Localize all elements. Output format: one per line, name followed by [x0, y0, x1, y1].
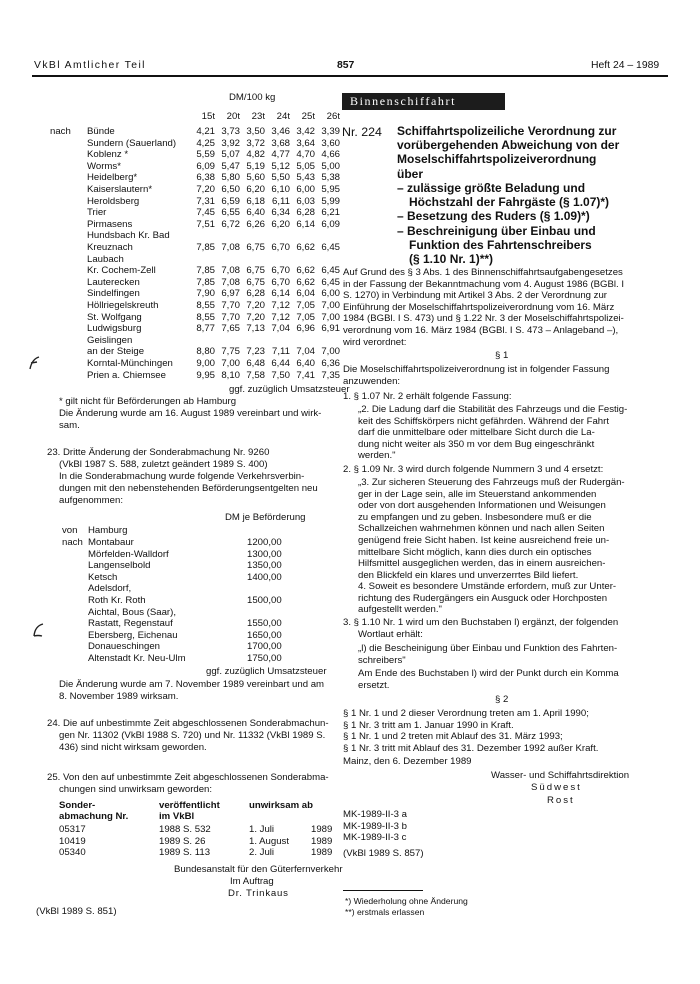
table1-cell: 7,00	[321, 300, 340, 311]
table1-place: Ludwigsburg	[87, 323, 142, 335]
table1-cell: 5,12	[271, 160, 290, 172]
table1-cell: 3,68	[271, 137, 290, 149]
intro-line: in der Fassung der Bekanntmachung vom 4. August 1986 (BGBl. I	[343, 278, 625, 290]
table1-cell: 7,13	[246, 323, 265, 335]
table1-cell: 7,20	[246, 311, 265, 323]
s25-sig-3: Dr. Trinkaus	[228, 888, 289, 899]
table1-cell: 6,28	[246, 288, 265, 300]
table1-cell: 6,28	[296, 207, 315, 219]
s25-cell-pub: 1989 S. 113	[159, 847, 211, 859]
table1-place: Bünde	[87, 126, 115, 137]
table1-cell: 7,05	[296, 311, 315, 323]
s1-item-3c: Am Ende des Buchstaben l) wird der Punkt durch ein Komma	[358, 668, 619, 679]
s24-line2: gen Nr. 11302 (VkBl 1988 S. 720) und Nr. 11332 (VkBl 1989 S.	[59, 730, 326, 741]
table1-agreed: Die Änderung wurde am 16. August 1989 vereinbart und wirk-	[59, 408, 322, 419]
table1-cell: 8,55	[196, 300, 215, 311]
margin-mark-1	[28, 355, 40, 371]
s1-item-2: 2. § 1.09 Nr. 3 wird durch folgende Nummern 3 und 4 ersetzt:	[343, 464, 604, 475]
table1-cell: 6,40	[246, 207, 265, 219]
table1-nach: nach	[50, 126, 71, 137]
margin-mark-2	[32, 622, 44, 638]
quote-3-line: 4. Soweit es besondere Umstände erfordern, muß zur Unter-	[358, 581, 617, 592]
table1-agreed-2: sam.	[59, 420, 80, 431]
s23-from: Hamburg	[88, 525, 128, 536]
quote-2-line: Schallzeichen wahrnehmen können und nach allen Seiten	[358, 523, 605, 535]
table1-cell: 5,47	[221, 160, 240, 172]
table1-cell: 7,65	[221, 323, 240, 335]
intro-line: Auf Grund des § 3 Abs. 1 des Binnenschiffahrtsaufgabengesetzes	[343, 267, 623, 278]
table1-cell: 6,20	[246, 184, 265, 195]
quote-2-line: Hilfsmittel ausgeglichen werden, das in einem ausreichen-	[358, 558, 606, 570]
table1-col-header: 23t	[251, 111, 265, 122]
table1-cell: 7,31	[196, 195, 215, 207]
table1-cell: 6,50	[221, 184, 240, 195]
s23-line1: 23. Dritte Änderung der Sonderabmachung Nr. 9260	[47, 447, 270, 458]
table1-cell: 5,99	[321, 195, 340, 207]
s23-place: Mörfelden-Walldorf	[88, 548, 169, 560]
title-item-line: Funktion des Fahrtenschreibers	[409, 237, 592, 252]
s23-price: 1200,00	[247, 537, 282, 548]
s1-intro-1: Die Moselschiffahrtspolizeiverordnung ist in folgender Fassung	[343, 364, 610, 375]
s23-place: Ketsch	[88, 571, 118, 583]
authority-2: Südwest	[531, 782, 582, 793]
footnote-1: *) Wiederholung ohne Änderung	[345, 896, 468, 906]
left-reference: (VkBl 1989 S. 851)	[36, 906, 117, 917]
table1-col-header: 24t	[276, 111, 290, 122]
s23-line2: (VkBl 1987 S. 588, zuletzt geändert 1989 S. 400)	[59, 459, 268, 470]
table1-tax: ggf. zuzüglich Umsatzsteuer	[229, 384, 350, 395]
table1-cell: 6,45	[321, 276, 340, 288]
table1-cell: 5,00	[321, 160, 340, 172]
s24-line1: 24. Die auf unbestimmte Zeit abgeschlossenen Sonderabmachun-	[47, 718, 329, 729]
table1-cell: 9,00	[196, 358, 215, 369]
table1-cell: 6,70	[271, 242, 290, 253]
s25-cell-d: 2. Juli	[249, 847, 275, 859]
table1-cell: 5,80	[221, 172, 240, 184]
quote-3-line: aufgestellt werden."	[358, 604, 442, 616]
title-line: über	[397, 166, 424, 181]
table1-cell: 5,19	[246, 160, 265, 172]
table1-cell: 6,03	[296, 195, 315, 207]
header-rule	[32, 75, 668, 77]
table1-cell: 5,60	[246, 172, 265, 184]
s23-von: von	[62, 525, 78, 536]
quote-1-line: keit des Schiffskörpers nicht gefährden. Während der Fahrt	[358, 415, 609, 427]
s25-cell-y: 1989	[311, 824, 333, 835]
table1-cell: 6,75	[246, 242, 265, 253]
table1-cell: 5,07	[221, 149, 240, 161]
quote-2-line: ger in der Lage sein, alle im Steuerstand ankommenden	[358, 488, 597, 500]
intro-line: wird verordnet:	[343, 336, 407, 348]
section-band: Binnenschiffahrt	[342, 93, 505, 110]
table1-col-header: 20t	[226, 111, 240, 122]
table1-cell: 6,10	[271, 184, 290, 195]
s25-cell-y: 1989	[311, 835, 333, 847]
table1-cell: 7,00	[321, 311, 340, 323]
table1-cell: 7,00	[321, 346, 340, 358]
quote-3-line: richtung des Rudergängers ein Ausguck oder Horchposten	[358, 592, 608, 604]
table1-place: Heidelberg*	[87, 172, 138, 184]
s25-cell-nr: 05340	[59, 847, 86, 859]
mk-line: MK-1989-II-3 b	[343, 820, 407, 832]
s24-line3: 436) sind nicht wirksam geworden.	[59, 742, 207, 753]
table1-cell: 6,91	[321, 323, 340, 335]
table1-cell: 5,43	[296, 172, 315, 184]
table1-cell: 7,04	[296, 346, 315, 358]
quote-2-line: zu empfangen und zu geben. Insbesondere muß er die	[358, 511, 592, 523]
s1-intro-2: anzuwenden:	[343, 376, 401, 387]
table1-place: Kaiserslautern*	[87, 184, 153, 195]
running-header-left: VkBl Amtlicher Teil	[34, 60, 146, 71]
s23-agreed-2: 8. November 1989 wirksam.	[59, 691, 179, 702]
s25-cell-d: 1. Juli	[249, 824, 275, 835]
page-number: 857	[337, 60, 355, 71]
table1-cell: 6,75	[246, 265, 265, 277]
table1-cell: 6,14	[296, 218, 315, 230]
s1-item-3b: Wortlaut erhält:	[358, 629, 423, 640]
table1-cell: 6,09	[321, 218, 340, 230]
quote-4-line: schreibers"	[358, 654, 406, 666]
table1-cell: 7,70	[221, 311, 240, 323]
table1-cell: 6,97	[221, 288, 240, 300]
table1-cell: 6,62	[296, 265, 315, 277]
table1-col-header: 26t	[326, 111, 340, 122]
intro-line: verordnung vom 16. März 1984 (BGBl. I S. 473 – Anlageband –),	[343, 325, 619, 336]
quote-2-line: „3. Zur sicheren Steuerung des Fahrzeugs muß der Rudergän-	[358, 477, 625, 488]
s25-head-nr-2: abmachung Nr.	[59, 811, 129, 822]
table1-cell: 7,11	[272, 346, 290, 358]
table1-cell: 4,77	[271, 149, 290, 161]
s23-price: 1700,00	[247, 641, 282, 653]
table1-place: Korntal-Münchingen	[87, 358, 173, 369]
section-1-heading: § 1	[495, 350, 509, 361]
s25-sig-2: Im Auftrag	[230, 876, 274, 887]
running-header-right: Heft 24 – 1989	[591, 60, 660, 71]
table1-cell: 9,95	[196, 369, 215, 381]
s23-place: Langenselbold	[88, 560, 151, 572]
table1-cell: 6,96	[296, 323, 315, 335]
table1-note: * gilt nicht für Beförderungen ab Hamburg	[59, 396, 237, 407]
s1-item-3d: ersetzt.	[358, 680, 390, 691]
table1-cell: 6,14	[271, 288, 290, 300]
s2-line: § 1 Nr. 3 tritt mit Ablauf des 31. Dezember 1992 außer Kraft.	[343, 742, 599, 754]
title-line: Moselschiffahrtspolizeiverordnung	[397, 152, 597, 167]
s25-head-date: unwirksam ab	[249, 800, 313, 811]
title-line: vorübergehenden Abweichung von der	[397, 138, 620, 153]
s25-head-pub-1: veröffentlicht	[159, 800, 220, 811]
quote-4-line: „l) die Bescheinigung über Einbau und Funktion des Fahrten-	[358, 643, 618, 654]
s25-head-pub-2: im VkBl	[159, 811, 195, 822]
s25-head-nr-1: Sonder-	[59, 800, 96, 811]
s1-item-3a: 3. § 1.10 Nr. 1 wird um den Buchstaben l) ergänzt, der folgenden	[343, 617, 619, 628]
intro-line: Einführung der Moselschiffahrtspolizeiverordnung vom 16. März	[343, 301, 615, 313]
table1-place: an der Steige	[87, 346, 145, 358]
table1-place: Pirmasens	[87, 218, 133, 230]
s23-place: Altenstadt Kr. Neu-Ulm	[88, 653, 186, 664]
title-item-line: – Beschreinigung über Einbau und	[397, 223, 596, 238]
table1-cell: 6,00	[321, 288, 340, 300]
table1-cell: 3,42	[296, 126, 315, 137]
table1-cell: 7,12	[271, 311, 290, 323]
table1-place: Hundsbach Kr. Bad	[87, 230, 170, 242]
footnote-rule	[343, 890, 423, 891]
table1-cell: 6,18	[246, 195, 265, 207]
mk-line: MK-1989-II-3 a	[343, 809, 407, 820]
s23-price: 1500,00	[247, 595, 282, 606]
place-date: Mainz, den 6. Dezember 1989	[343, 756, 472, 767]
table1-cell: 7,08	[221, 265, 240, 277]
table1-unit: DM/100 kg	[229, 92, 276, 103]
s25-line1: 25. Von den auf unbestimmte Zeit abgeschlossenen Sonderabma-	[47, 772, 329, 783]
quote-1-line: werden."	[358, 450, 396, 462]
title-item-line: (§ 1.10 Nr. 1)**)	[409, 252, 494, 266]
s23-price: 1400,00	[247, 571, 282, 583]
right-reference: (VkBl 1989 S. 857)	[343, 848, 424, 859]
table1-cell: 7,85	[196, 242, 215, 253]
table1-col-header: 15t	[201, 111, 215, 122]
title-item-line: – Besetzung des Ruders (§ 1.09)*)	[397, 209, 590, 224]
s23-place: Ebersberg, Eichenau	[88, 629, 178, 641]
table1-place: Prien a. Chiemsee	[87, 369, 166, 381]
s23-price: 1750,00	[247, 653, 282, 664]
s23-nach: nach	[62, 537, 83, 548]
table1-cell: 7,45	[196, 207, 215, 219]
s25-line2: chungen sind unwirksam geworden:	[59, 784, 213, 795]
table1-cell: 7,20	[246, 300, 265, 311]
table1-cell: 6,55	[221, 207, 240, 219]
table1-cell: 6,21	[321, 207, 340, 219]
quote-1-line: „2. Die Ladung darf die Stabilität des Fahrzeugs und die Festig-	[358, 404, 628, 415]
table1-cell: 7,50	[271, 369, 290, 381]
table1-cell: 7,00	[221, 358, 240, 369]
table1-cell: 8,55	[196, 311, 215, 323]
table1-cell: 6,26	[246, 218, 265, 230]
s25-cell-nr: 10419	[59, 835, 86, 847]
table1-cell: 6,40	[296, 358, 315, 369]
s23-line3: In die Sonderabmachung wurde folgende Verkehrsverbin-	[59, 471, 305, 482]
s23-place: Donaueschingen	[88, 641, 161, 653]
table1-cell: 7,85	[196, 265, 215, 277]
table1-cell: 6,09	[196, 160, 215, 172]
s25-cell-y: 1989	[311, 847, 333, 859]
table1-cell: 6,38	[196, 172, 215, 184]
table1-place: Geislingen	[87, 334, 133, 346]
table1-cell: 6,72	[221, 218, 240, 230]
s23-unit: DM je Beförderung	[225, 512, 306, 523]
table1-cell: 8,77	[196, 323, 215, 335]
intro-line: 1984 (BGBl. I S. 473) und § 1.22 Nr. 3 der Moselschiffahrtspolizei-	[343, 313, 624, 325]
quote-1-line: dung nicht weiter als 350 m vor dem Bug eingeschränkt	[358, 438, 595, 450]
table1-cell: 6,45	[321, 265, 340, 277]
mk-line: MK-1989-II-3 c	[343, 832, 407, 844]
table1-cell: 7,04	[271, 323, 290, 335]
s23-line4: dungen mit den nebenstehenden Beförderungsentgelten neu	[59, 483, 318, 494]
title-item-line: Höchstzahl der Fahrgäste (§ 1.07)*)	[409, 195, 610, 210]
table1-cell: 7,35	[321, 369, 340, 381]
table1-place: Heroldsberg	[87, 195, 140, 207]
table1-cell: 4,82	[246, 149, 265, 161]
table1-cell: 3,50	[246, 126, 265, 137]
table1-place: Sundern (Sauerland)	[87, 137, 177, 149]
s23-tax: ggf. zuzüglich Umsatzsteuer	[206, 666, 327, 677]
s1-item-1: 1. § 1.07 Nr. 2 erhält folgende Fassung:	[343, 391, 512, 402]
table1-cell: 6,70	[271, 276, 290, 288]
table1-cell: 7,05	[296, 300, 315, 311]
table1-cell: 7,41	[296, 369, 315, 381]
intro-line: S. 1270) in Verbindung mit Artikel 3 Abs. 2 der Verordnung zur	[343, 290, 607, 302]
table1-cell: 5,95	[321, 184, 340, 195]
table1-cell: 6,44	[271, 358, 290, 369]
s23-price: 1300,00	[247, 548, 282, 560]
s23-line5: aufgenommen:	[59, 495, 123, 506]
table1-cell: 3,46	[271, 126, 290, 137]
table1-cell: 3,60	[321, 137, 340, 149]
table1-cell: 5,50	[271, 172, 290, 184]
table1-cell: 7,75	[221, 346, 240, 358]
table1-cell: 7,08	[221, 242, 240, 253]
s25-cell-pub: 1989 S. 26	[159, 835, 206, 847]
table1-cell: 6,00	[296, 184, 315, 195]
table1-cell: 6,59	[221, 195, 240, 207]
section-2-heading: § 2	[495, 694, 509, 705]
table1-cell: 6,75	[246, 276, 265, 288]
table1-cell: 3,73	[221, 126, 240, 137]
table1-place: St. Wolfgang	[87, 311, 142, 323]
table1-cell: 7,85	[196, 276, 215, 288]
table1-cell: 5,38	[321, 172, 340, 184]
footnote-2: **) erstmals erlassen	[345, 907, 425, 917]
quote-2-line: oder von dort ausgehenden Informationen und Weisungen	[358, 500, 606, 512]
table1-place: Kr. Cochem-Zell	[87, 265, 156, 277]
authority-3: Rost	[547, 795, 575, 806]
s23-place: Roth Kr. Roth	[88, 595, 146, 606]
s23-price: 1550,00	[247, 618, 282, 630]
ordinance-number: Nr. 224	[342, 125, 382, 139]
s25-sig-1: Bundesanstalt für den Güterfernverkehr	[174, 864, 343, 875]
table1-cell: 3,64	[296, 137, 315, 149]
table1-cell: 6,36	[321, 358, 340, 369]
s25-cell-d: 1. August	[249, 835, 290, 847]
quote-1-line: darf die unmittelbare oder mittelbare Sicht durch die La-	[358, 427, 595, 439]
table1-place: Kreuznach	[87, 242, 133, 253]
table1-cell: 6,11	[272, 195, 290, 207]
table1-cell: 7,23	[246, 346, 265, 358]
table1-cell: 6,20	[271, 218, 290, 230]
table1-cell: 4,21	[196, 126, 215, 137]
table1-place: Höllriegelskreuth	[87, 300, 159, 311]
table1-cell: 7,12	[271, 300, 290, 311]
s23-agreed-1: Die Änderung wurde am 7. November 1989 vereinbart und am	[59, 679, 325, 690]
table1-cell: 7,08	[221, 276, 240, 288]
table1-place: Koblenz *	[87, 149, 129, 161]
table1-cell: 7,20	[196, 184, 215, 195]
table1-cell: 6,48	[246, 358, 265, 369]
s23-place: Rastatt, Regenstauf	[88, 618, 173, 630]
authority-1: Wasser- und Schiffahrtsdirektion	[491, 770, 630, 781]
table1-place: Trier	[87, 207, 107, 219]
s25-cell-nr: 05317	[59, 824, 86, 835]
table1-cell: 6,45	[321, 242, 340, 253]
table1-cell: 8,80	[196, 346, 215, 358]
table1-cell: 4,25	[196, 137, 215, 149]
table1-cell: 6,04	[296, 288, 315, 300]
quote-2-line: den Blickfeld ein klares und unverzerrtes Bild liefert.	[358, 569, 579, 581]
table1-cell: 6,70	[271, 265, 290, 277]
table1-cell: 5,05	[296, 160, 315, 172]
s2-line: § 1 Nr. 3 tritt am 1. Januar 1990 in Kraft.	[343, 719, 514, 731]
table1-place: Lauterecken	[87, 276, 140, 288]
table1-place: Worms*	[87, 160, 121, 172]
table1-col-header: 25t	[301, 111, 315, 122]
table1-place: Laubach	[87, 253, 124, 265]
table1-cell: 7,58	[246, 369, 265, 381]
quote-2-line: mittelbare Sicht möglich, kann dies durch ein optisches	[358, 546, 592, 558]
table1-place: Sindelfingen	[87, 288, 140, 300]
s25-cell-pub: 1988 S. 532	[159, 824, 211, 835]
s23-place: Adelsdorf,	[88, 583, 132, 595]
table1-cell: 3,72	[246, 137, 265, 149]
table1-cell: 8,10	[221, 369, 240, 381]
s23-price: 1350,00	[247, 560, 282, 572]
title-item-line: – zulässige größte Beladung und	[397, 181, 586, 195]
table1-cell: 3,39	[321, 126, 340, 137]
table1-cell: 7,51	[196, 218, 215, 230]
table1-cell: 7,70	[221, 300, 240, 311]
s2-line: § 1 Nr. 1 und 2 treten mit Ablauf des 31. März 1993;	[343, 731, 563, 743]
table1-cell: 6,62	[296, 276, 315, 288]
s2-line: § 1 Nr. 1 und 2 dieser Verordnung treten am 1. April 1990;	[343, 708, 589, 719]
title-line: Schiffahrtspolizeiliche Verordnung zur	[397, 124, 617, 138]
table1-cell: 4,70	[296, 149, 315, 161]
table1-cell: 3,92	[221, 137, 240, 149]
s23-place: Montabaur	[88, 537, 134, 548]
table1-cell: 5,59	[196, 149, 215, 161]
s23-price: 1650,00	[247, 629, 282, 641]
table1-cell: 4,66	[321, 149, 340, 161]
quote-2-line: genügend freie Sicht haben. Ist keine ausreichend freie un-	[358, 535, 610, 546]
table1-cell: 6,62	[296, 242, 315, 253]
s23-place: Aichtal, Bous (Saar),	[88, 606, 176, 618]
table1-cell: 6,34	[271, 207, 290, 219]
table1-cell: 7,90	[196, 288, 215, 300]
